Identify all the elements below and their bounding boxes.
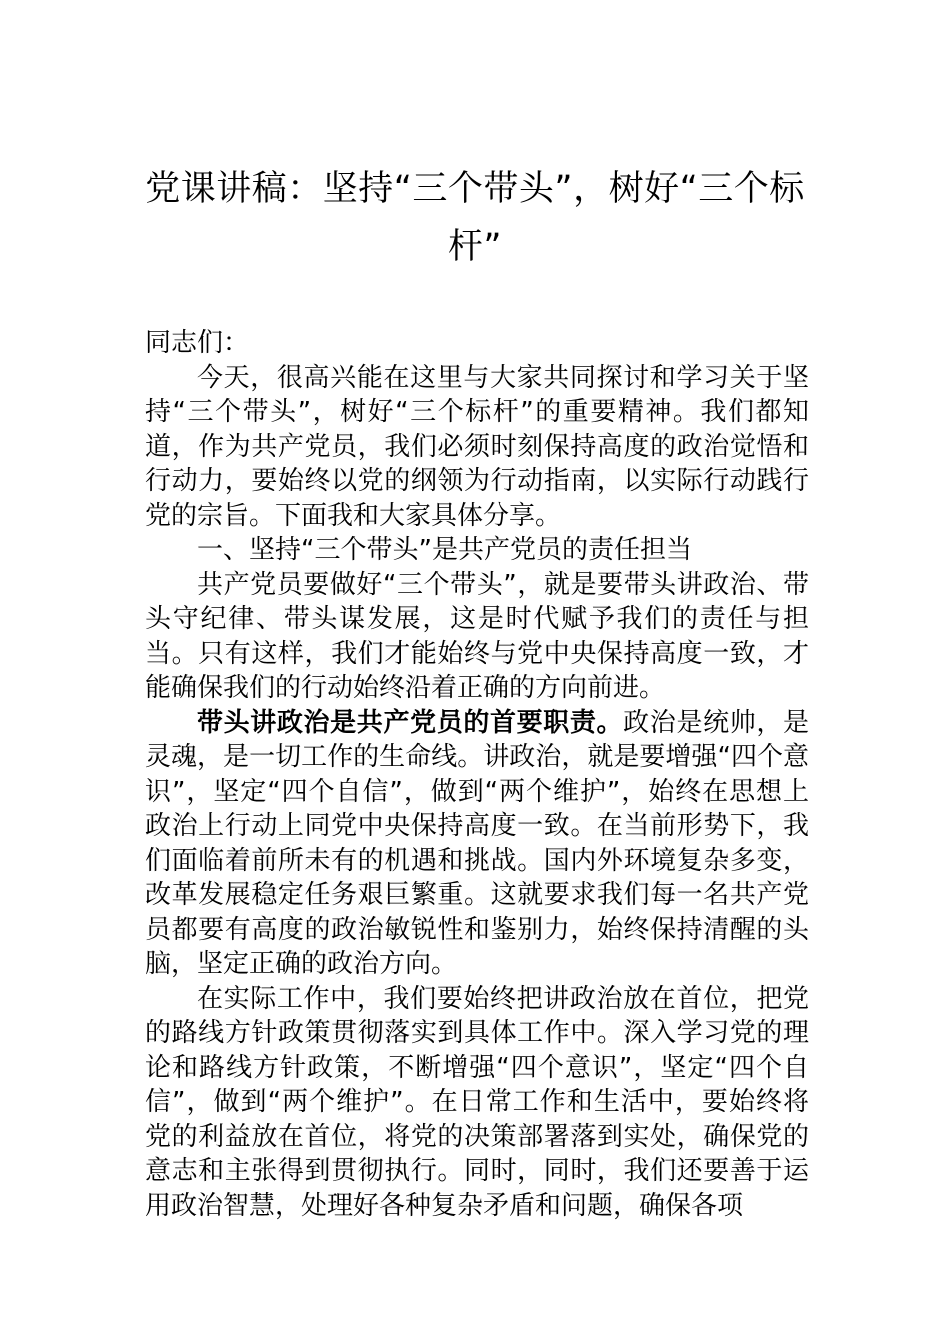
paragraph-practice — [145, 982, 809, 1224]
document-body — [145, 326, 809, 1223]
paragraph-lead-bold: 带头讲政治是共产党员的首要职责。 — [197, 707, 624, 738]
paragraph-text: 在实际工作中，我们要始终把讲政治放在首位，把党的路线方针政策贯彻落实到具体工作中。深入学习党的理论和路线方针政策，不断增强“四个意识”，坚定“四个自信”，做到“两个维护”。在日常工作和生活中，要始终将党的利益放在首位，将党的决策部署落到实处，确保党的意志和主张得到贯彻执行。同时，同时，我们还要善于运用政治智慧，处理好各种复杂矛盾和问题，确保各项 — [145, 983, 809, 1221]
section-heading — [145, 533, 809, 568]
salutation: 同志们： — [145, 328, 250, 358]
document-title: 党课讲稿：坚持“三个带头”，树好“三个标杆” — [145, 169, 805, 267]
paragraph-text: 共产党员要做好“三个带头”，就是要带头讲政治、带头守纪律、带头谋发展，这是时代赋予我们的责任与担当。只有这样，我们才能始终与党中央保持高度一致，才能确保我们的行动始终沿着正确的方向前进。 — [145, 569, 809, 703]
paragraph-politics — [145, 706, 809, 982]
paragraph-responsibility — [145, 568, 809, 706]
paragraph-text: 今天，很高兴能在这里与大家共同探讨和学习关于坚持“三个带头”，树好“三个标杆”的重要精神。我们都知道，作为共产党员，我们必须时刻保持高度的政治觉悟和行动力，要始终以党的纲领为行动指南，以实际行动践行党的宗旨。下面我和大家具体分享。 — [145, 362, 809, 531]
paragraph-intro — [145, 361, 809, 534]
paragraph-text: 政治是统帅，是灵魂，是一切工作的生命线。讲政治，就是要增强“四个意识”，坚定“四个自信”，做到“两个维护”，始终在思想上政治上行动上同党中央保持高度一致。在当前形势下，我们面临着前所未有的机遇和挑战。国内外环境复杂多变，改革发展稳定任务艰巨繁重。这就要求我们每一名共产党员都要有高度的政治敏锐性和鉴别力，始终保持清醒的头脑，坚定正确的政治方向。 — [145, 707, 809, 979]
section-heading-text: 一、坚持“三个带头”是共产党员的责任担当 — [197, 535, 692, 565]
